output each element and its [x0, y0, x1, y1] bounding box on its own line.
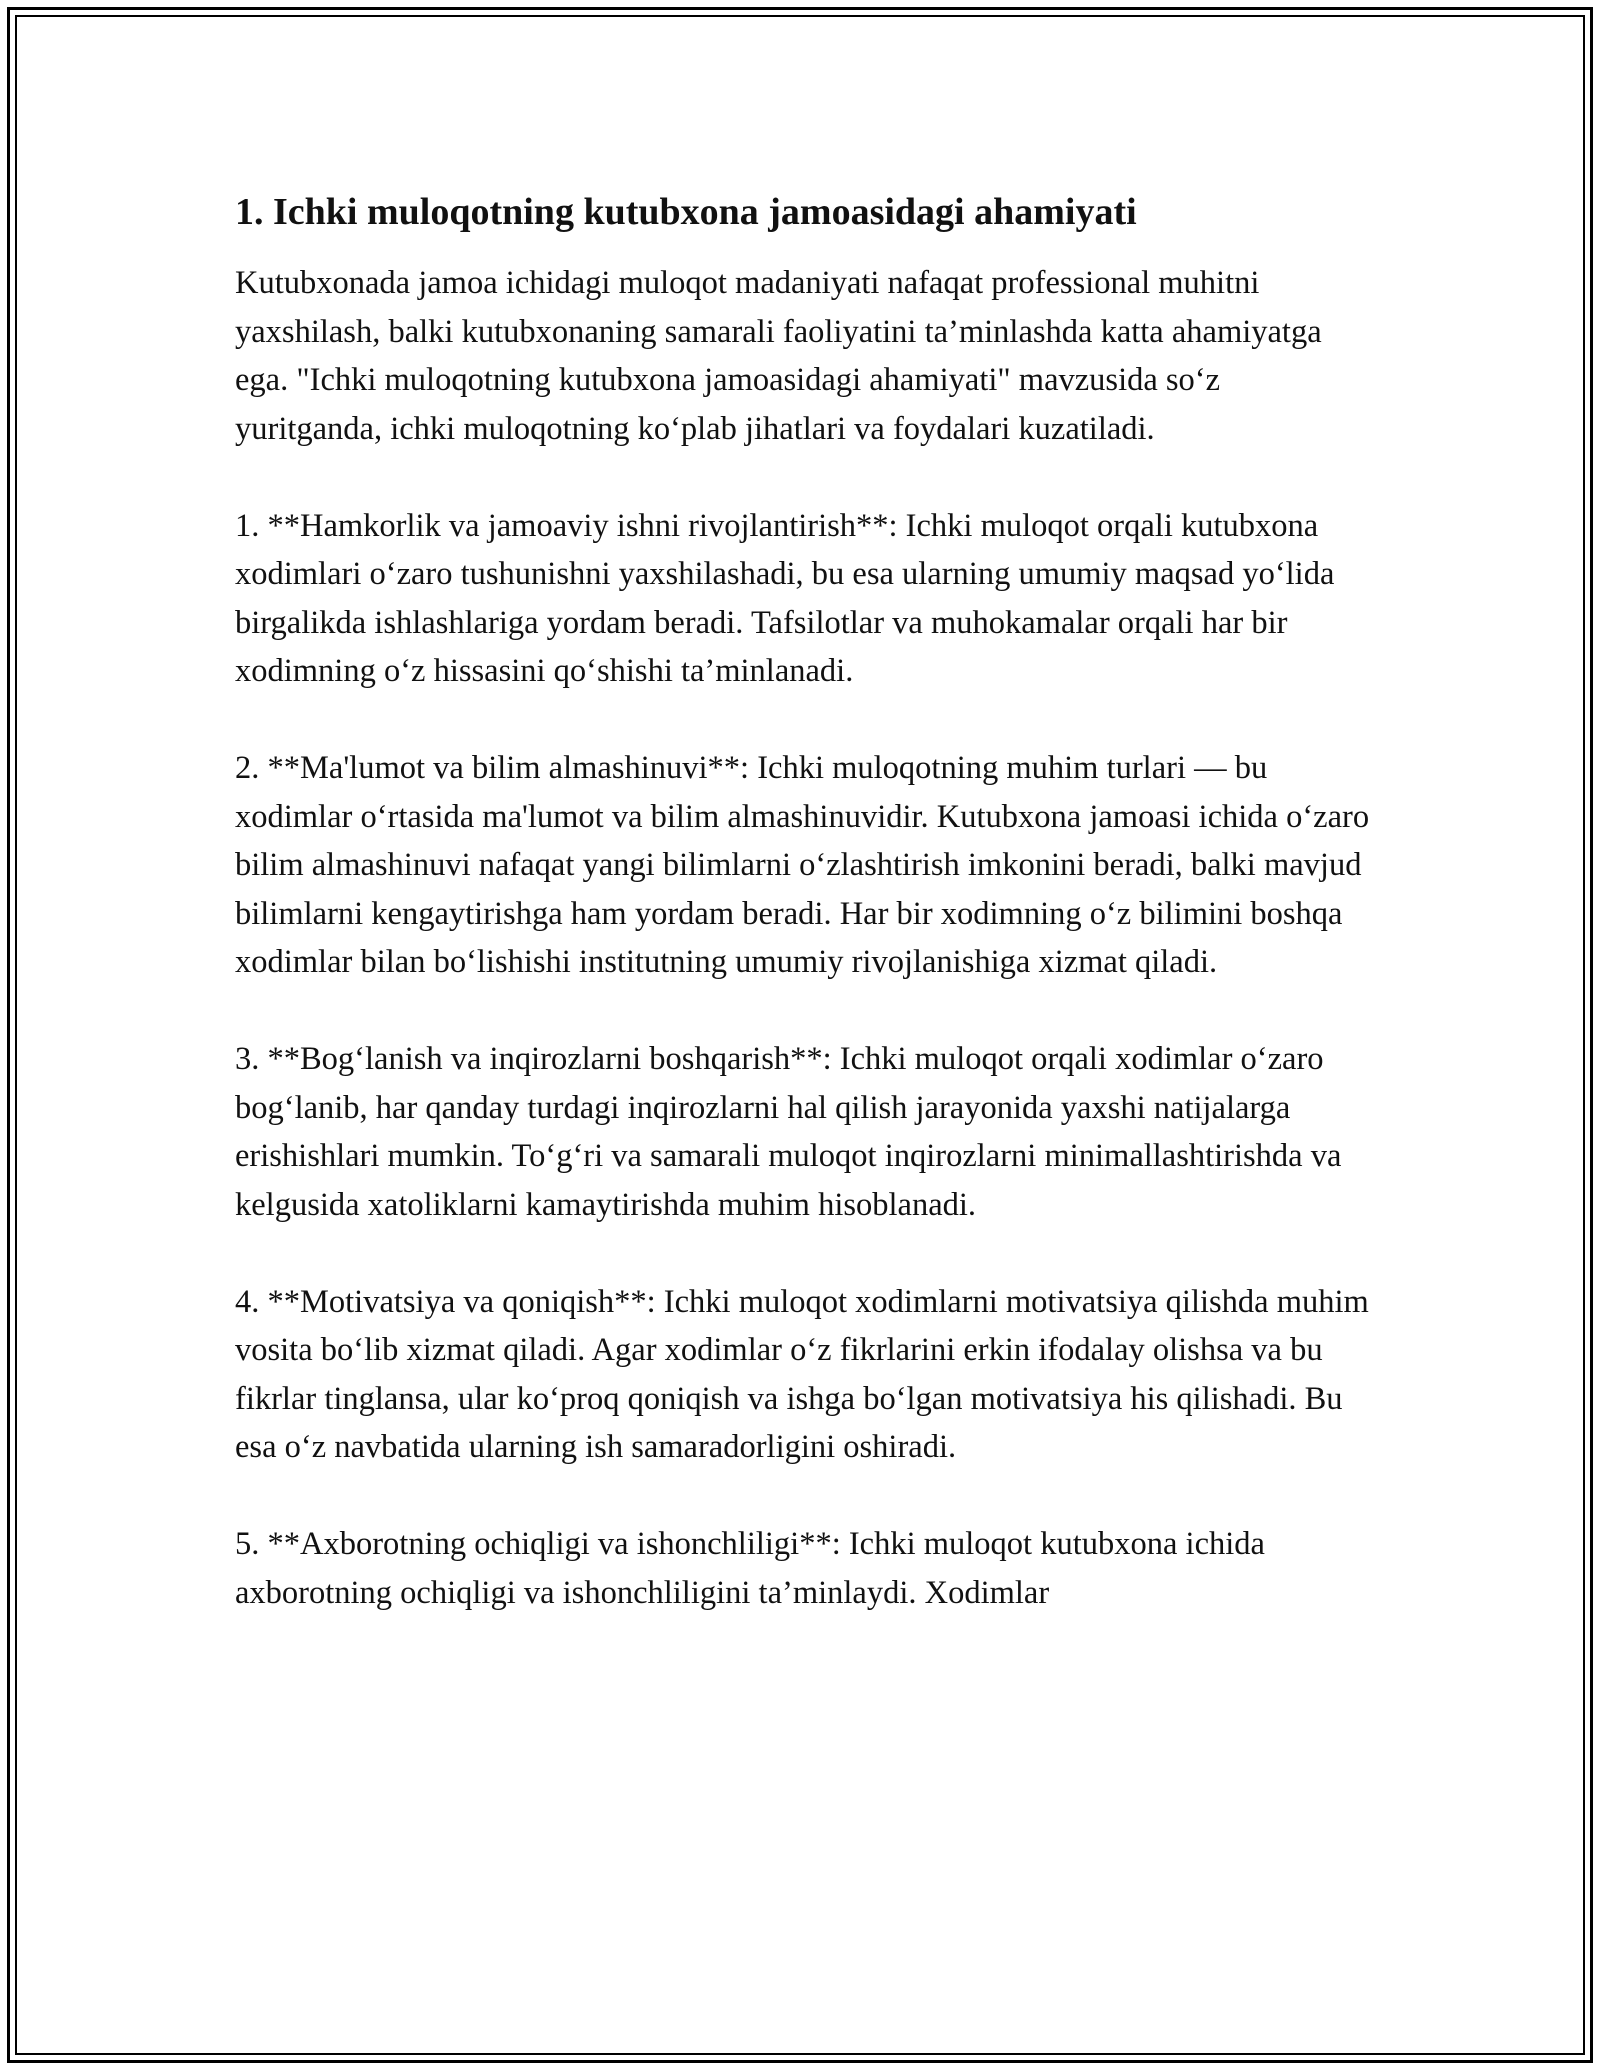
paragraph-point-2: 2. **Ma'lumot va bilim almashinuvi**: Ichki muloqotning muhim turlari — bu xodimlar o‘rtasida ma'lumot va bilim almashinuvidir. Kutubxona jamoasi ichida o‘zaro bilim almashinuvi nafaqat yangi bilimlarni o‘zlashtirish imkonini beradi, balki mavjud bilimlarni kengaytirishga ham yordam beradi. Har bir xodimning o‘z bilimini boshqa xodimlar bilan bo‘lishishi institutning umumiy rivojlanishiga xizmat qiladi. [235, 750, 1370, 980]
paragraph-point-4: 4. **Motivatsiya va qoniqish**: Ichki muloqot xodimlarni motivatsiya qilishda muhim vosita bo‘lib xizmat qiladi. Agar xodimlar o‘z fikrlarini erkin ifodalay olishsa va bu fikrlar tinglansa, ular ko‘proq qoniqish va ishga bo‘lgan motivatsiya his qilishadi. Bu esa o‘z navbatida ularning ish samaradorligini oshiradi. [235, 1283, 1369, 1465]
paragraph-point-5: 5. **Axborotning ochiqligi va ishonchliligi**: Ichki muloqot kutubxona ichida axborotning ochiqligi va ishonchliligini ta’minlaydi. Xodimlar [235, 1526, 1265, 1611]
paragraph-point-3: 3. **Bog‘lanish va inqirozlarni boshqarish**: Ichki muloqot orqali xodimlar o‘zaro bog‘lanib, har qanday turdagi inqirozlarni hal qilish jarayonida yaxshi natijalarga erishishlari mumkin. To‘g‘ri va samarali muloqot inqirozlarni minimallashtirishda va kelgusida xatoliklarni kamaytirishda muhim hisoblanadi. [235, 1041, 1342, 1223]
paragraph-intro: Kutubxonada jamoa ichidagi muloqot madaniyati nafaqat professional muhitni yaxshilash, balki kutubxonaning samarali faoliyatini ta’minlashda katta ahamiyatga ega. "Ichki muloqotning kutubxona jamoasidagi ahamiyati" mavzusida so‘z yuritganda, ichki muloqotning ko‘plab jihatlari va foydalari kuzatiladi. [235, 265, 1322, 447]
section-title: 1. Ichki muloqotning kutubxona jamoasidagi ahamiyati [235, 191, 1137, 233]
paragraph-point-1: 1. **Hamkorlik va jamoaviy ishni rivojlantirish**: Ichki muloqot orqali kutubxona xodimlari o‘zaro tushunishni yaxshilashadi, bu esa ularning umumiy maqsad yo‘lida birgalikda ishlashlariga yordam beradi. Tafsilotlar va muhokamalar orqali har bir xodimning o‘z hissasini qo‘shishi ta’minlanadi. [235, 507, 1335, 689]
document-body [235, 185, 1375, 1666]
